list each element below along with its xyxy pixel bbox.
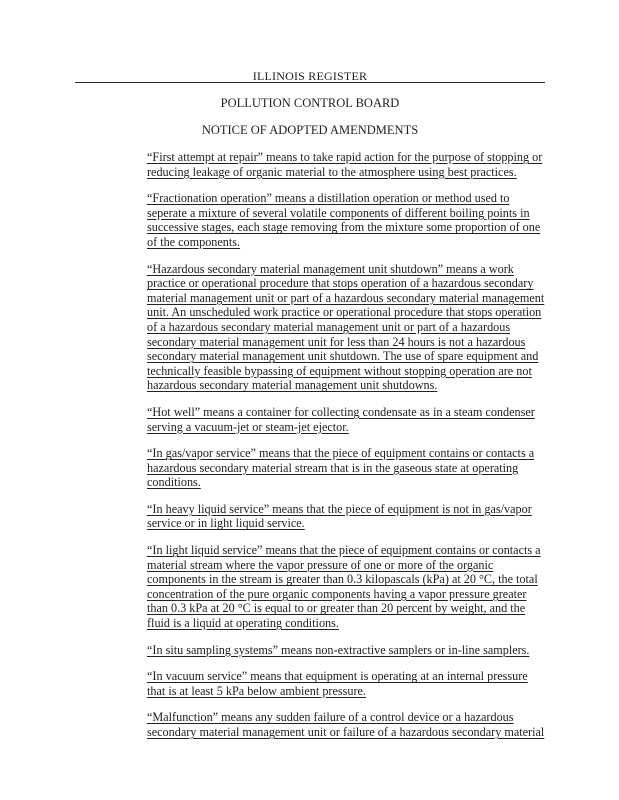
header-rule xyxy=(75,82,545,83)
board-title: POLLUTION CONTROL BOARD xyxy=(220,96,400,110)
definition-heavy-liquid-service: “In heavy liquid service” means that the piece of equipment is not in gas/vapor service or in light liquid service. xyxy=(147,501,532,531)
definition-gas-vapor-service: “In gas/vapor service” means that the piece of equipment contains or contacts a hazardous secondary material stream that is in the gaseous state at operating conditions. xyxy=(147,446,535,490)
definition-first-attempt-at-repair: “First attempt at repair” means to take rapid action for the purpose of stopping or reducing leakage of organic material to the atmosphere using best practices. xyxy=(147,150,543,179)
register-title: ILLINOIS REGISTER xyxy=(252,69,368,83)
definition-hot-well: “Hot well” means a container for collecting condensate as in a steam condenser serving a vacuum-jet or steam-jet ejector. xyxy=(147,404,535,434)
definition-in-situ-sampling: “In situ sampling systems” means non-extractive samplers or in-line samplers. xyxy=(147,642,530,657)
definition-vacuum-service: “In vacuum service” means that equipment is operating at an internal pressure that is at least 5 kPa below ambient pressure. xyxy=(147,669,528,698)
notice-title: NOTICE OF ADOPTED AMENDMENTS xyxy=(201,123,419,137)
definition-malfunction: “Malfunction” means any sudden failure of a control device or a hazardous secondary material management unit or failure of a hazardous secondary material xyxy=(147,710,545,739)
definition-fractionation-operation: “Fractionation operation” means a distillation operation or method used to seperate a mixture of several volatile components of different boiling points in successive stages, each stage removing from the mixture some proportion of one of the components. xyxy=(147,191,541,249)
definition-light-liquid-service: “In light liquid service” means that the piece of equipment contains or contacts a material stream where the vapor pressure of one or more of the organic components in the stream is greater than 0.3 kilopascals (kPa) at 20 °C, the total concentration of the pure organic components having a vapor pressure greater than 0.3 kPa at 20 °C is equal to or greater than 20 percent by weight, and the fluid is a liquid at operating conditions. xyxy=(147,543,541,631)
definition-unit-shutdown: “Hazardous secondary material management unit shutdown” means a work practice or operational procedure that stops operation of a hazardous secondary material management unit or part of a hazardous secondary material management unit. An unscheduled work practice or operational procedure that stops operation of a hazardous secondary material management unit or part of a hazardous secondary material management unit for less than 24 hours is not a hazardous secondary material management unit shutdown. The use of spare equipment and technically feasible bypassing of equipment without stopping operation are not hazardous secondary material management unit shutdowns. xyxy=(147,261,545,393)
definitions-list xyxy=(147,150,547,752)
